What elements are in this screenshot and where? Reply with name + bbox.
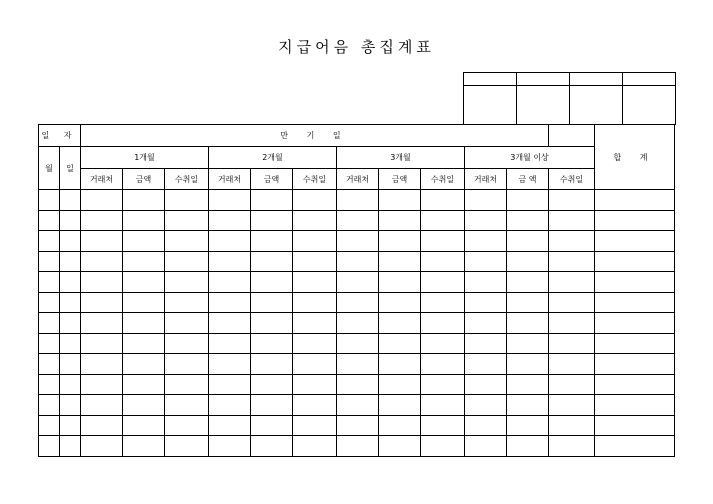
- table-cell: [81, 333, 123, 354]
- table-cell: [123, 313, 165, 334]
- table-cell: [465, 436, 507, 457]
- table-cell: [209, 272, 251, 293]
- table-cell: [81, 395, 123, 416]
- approval-box: [463, 72, 676, 125]
- table-cell: [293, 292, 337, 313]
- table-cell: [293, 251, 337, 272]
- approval-head-cell: [570, 73, 623, 86]
- received-date-column-header: 수취일: [165, 169, 209, 190]
- table-cell: [209, 395, 251, 416]
- table-cell: [465, 251, 507, 272]
- total-header: 합 계: [595, 125, 675, 190]
- period-header-1: 1개월: [81, 147, 209, 169]
- client-column-header: 거래처: [209, 169, 251, 190]
- amount-column-header: 금액: [379, 169, 421, 190]
- table-cell: [293, 374, 337, 395]
- table-cell: [251, 190, 293, 211]
- table-cell: [81, 251, 123, 272]
- table-cell: [379, 415, 421, 436]
- table-row: [39, 354, 675, 375]
- table-cell: [507, 436, 549, 457]
- table-cell: [293, 210, 337, 231]
- table-cell: [595, 354, 675, 375]
- document-title: 지급어음 총집계표: [278, 38, 435, 56]
- table-cell: [379, 436, 421, 457]
- table-cell: [165, 354, 209, 375]
- table-cell: [549, 272, 595, 293]
- table-cell: [209, 292, 251, 313]
- period-header-2: 2개월: [209, 147, 337, 169]
- table-cell: [421, 190, 465, 211]
- table-cell: [421, 395, 465, 416]
- table-cell: [165, 395, 209, 416]
- amount-column-header: 금 액: [507, 169, 549, 190]
- table-cell: [337, 354, 379, 375]
- table-cell: [123, 190, 165, 211]
- table-cell: [507, 395, 549, 416]
- table-cell: [293, 436, 337, 457]
- table-cell: [507, 415, 549, 436]
- table-cell: [595, 415, 675, 436]
- table-cell: [60, 272, 81, 293]
- table-cell: [595, 374, 675, 395]
- received-date-column-header: 수취일: [549, 169, 595, 190]
- table-cell: [465, 313, 507, 334]
- table-cell: [251, 210, 293, 231]
- table-cell: [595, 251, 675, 272]
- table-cell: [165, 190, 209, 211]
- notes-payable-ledger: [38, 124, 675, 457]
- table-cell: [81, 313, 123, 334]
- table-cell: [39, 272, 60, 293]
- table-cell: [465, 354, 507, 375]
- table-cell: [595, 395, 675, 416]
- table-cell: [209, 210, 251, 231]
- client-column-header: 거래처: [81, 169, 123, 190]
- table-cell: [337, 374, 379, 395]
- table-cell: [60, 415, 81, 436]
- table-cell: [60, 313, 81, 334]
- table-cell: [81, 231, 123, 252]
- table-cell: [165, 415, 209, 436]
- amount-column-header: 금액: [123, 169, 165, 190]
- table-cell: [293, 354, 337, 375]
- table-cell: [421, 415, 465, 436]
- table-cell: [337, 210, 379, 231]
- table-cell: [60, 436, 81, 457]
- table-cell: [549, 436, 595, 457]
- table-cell: [465, 374, 507, 395]
- table-row: [39, 313, 675, 334]
- table-cell: [293, 190, 337, 211]
- table-cell: [337, 251, 379, 272]
- table-cell: [81, 272, 123, 293]
- table-cell: [379, 313, 421, 334]
- table-row: [39, 436, 675, 457]
- table-cell: [123, 231, 165, 252]
- table-cell: [81, 210, 123, 231]
- approval-sign-cell: [570, 86, 623, 125]
- table-cell: [379, 272, 421, 293]
- table-cell: [549, 190, 595, 211]
- table-cell: [209, 333, 251, 354]
- table-cell: [209, 190, 251, 211]
- table-cell: [421, 333, 465, 354]
- table-cell: [165, 292, 209, 313]
- table-cell: [595, 313, 675, 334]
- table-cell: [165, 333, 209, 354]
- table-cell: [421, 210, 465, 231]
- table-cell: [165, 251, 209, 272]
- table-cell: [165, 231, 209, 252]
- table-row: [39, 374, 675, 395]
- table-cell: [595, 272, 675, 293]
- table-cell: [123, 251, 165, 272]
- day-header: 일: [60, 147, 81, 190]
- table-cell: [337, 272, 379, 293]
- table-cell: [123, 292, 165, 313]
- table-cell: [421, 436, 465, 457]
- table-cell: [209, 313, 251, 334]
- table-cell: [549, 231, 595, 252]
- table-cell: [39, 292, 60, 313]
- table-cell: [421, 272, 465, 293]
- table-cell: [379, 354, 421, 375]
- table-cell: [379, 251, 421, 272]
- blank-header-cell: [549, 125, 595, 147]
- table-row: [39, 190, 675, 211]
- table-cell: [60, 333, 81, 354]
- table-row: [39, 231, 675, 252]
- table-cell: [337, 395, 379, 416]
- table-cell: [465, 210, 507, 231]
- table-cell: [251, 415, 293, 436]
- table-cell: [251, 292, 293, 313]
- approval-sign-cell: [517, 86, 570, 125]
- table-cell: [507, 190, 549, 211]
- client-column-header: 거래처: [337, 169, 379, 190]
- table-cell: [123, 415, 165, 436]
- table-cell: [549, 292, 595, 313]
- table-cell: [60, 395, 81, 416]
- table-cell: [293, 333, 337, 354]
- table-cell: [251, 313, 293, 334]
- table-cell: [209, 374, 251, 395]
- table-cell: [465, 395, 507, 416]
- table-cell: [39, 333, 60, 354]
- received-date-column-header: 수취일: [421, 169, 465, 190]
- amount-column-header: 금액: [251, 169, 293, 190]
- table-cell: [507, 272, 549, 293]
- table-cell: [60, 374, 81, 395]
- table-cell: [549, 251, 595, 272]
- table-cell: [379, 231, 421, 252]
- table-cell: [165, 210, 209, 231]
- table-cell: [251, 333, 293, 354]
- table-cell: [251, 395, 293, 416]
- table-cell: [60, 231, 81, 252]
- table-cell: [421, 313, 465, 334]
- table-cell: [421, 354, 465, 375]
- table-row: [39, 333, 675, 354]
- table-cell: [60, 210, 81, 231]
- table-cell: [60, 292, 81, 313]
- table-cell: [81, 436, 123, 457]
- table-cell: [549, 415, 595, 436]
- table-cell: [421, 292, 465, 313]
- table-cell: [39, 190, 60, 211]
- table-cell: [39, 231, 60, 252]
- table-cell: [549, 354, 595, 375]
- table-row: [39, 292, 675, 313]
- table-cell: [507, 231, 549, 252]
- month-header: 월: [39, 147, 60, 190]
- table-cell: [379, 190, 421, 211]
- table-cell: [165, 313, 209, 334]
- table-cell: [465, 231, 507, 252]
- table-cell: [293, 313, 337, 334]
- table-row: [39, 251, 675, 272]
- table-cell: [379, 292, 421, 313]
- table-cell: [507, 210, 549, 231]
- table-cell: [293, 231, 337, 252]
- approval-sign-cell: [464, 86, 517, 125]
- period-header-3: 3개월: [337, 147, 465, 169]
- date-header: 일 자: [39, 125, 81, 147]
- table-cell: [421, 231, 465, 252]
- approval-head-cell: [464, 73, 517, 86]
- table-cell: [123, 210, 165, 231]
- table-cell: [123, 272, 165, 293]
- table-cell: [595, 333, 675, 354]
- table-cell: [465, 415, 507, 436]
- table-cell: [507, 333, 549, 354]
- table-cell: [209, 231, 251, 252]
- ledger-body: [39, 190, 675, 457]
- table-cell: [123, 374, 165, 395]
- table-cell: [379, 395, 421, 416]
- table-cell: [595, 210, 675, 231]
- table-cell: [337, 436, 379, 457]
- client-column-header: 거래처: [465, 169, 507, 190]
- table-cell: [81, 415, 123, 436]
- table-cell: [39, 436, 60, 457]
- table-cell: [209, 436, 251, 457]
- table-cell: [595, 436, 675, 457]
- table-cell: [595, 190, 675, 211]
- period-header-4: 3개월 이상: [465, 147, 595, 169]
- table-cell: [81, 190, 123, 211]
- table-cell: [507, 354, 549, 375]
- table-cell: [379, 374, 421, 395]
- table-cell: [251, 231, 293, 252]
- table-cell: [81, 374, 123, 395]
- table-cell: [165, 272, 209, 293]
- table-cell: [123, 333, 165, 354]
- table-row: [39, 210, 675, 231]
- table-cell: [379, 333, 421, 354]
- approval-head-cell: [517, 73, 570, 86]
- table-cell: [209, 251, 251, 272]
- due-date-header: 만 기 일: [81, 125, 549, 147]
- table-cell: [507, 374, 549, 395]
- table-row: [39, 272, 675, 293]
- table-cell: [165, 436, 209, 457]
- table-cell: [209, 354, 251, 375]
- table-cell: [60, 251, 81, 272]
- table-cell: [465, 272, 507, 293]
- table-cell: [251, 374, 293, 395]
- table-cell: [123, 354, 165, 375]
- table-cell: [549, 333, 595, 354]
- table-cell: [251, 354, 293, 375]
- table-cell: [39, 313, 60, 334]
- table-cell: [165, 374, 209, 395]
- table-cell: [337, 313, 379, 334]
- table-cell: [549, 395, 595, 416]
- table-cell: [293, 415, 337, 436]
- approval-sign-cell: [623, 86, 676, 125]
- table-cell: [507, 313, 549, 334]
- table-cell: [39, 415, 60, 436]
- table-cell: [337, 190, 379, 211]
- table-row: [39, 415, 675, 436]
- table-cell: [39, 251, 60, 272]
- table-cell: [465, 190, 507, 211]
- table-cell: [293, 395, 337, 416]
- table-cell: [421, 374, 465, 395]
- table-cell: [507, 251, 549, 272]
- table-cell: [251, 436, 293, 457]
- table-cell: [465, 333, 507, 354]
- table-cell: [123, 395, 165, 416]
- received-date-column-header: 수취일: [293, 169, 337, 190]
- approval-head-cell: [623, 73, 676, 86]
- table-cell: [39, 374, 60, 395]
- table-cell: [549, 313, 595, 334]
- table-cell: [39, 210, 60, 231]
- table-cell: [251, 272, 293, 293]
- table-cell: [421, 251, 465, 272]
- table-cell: [549, 374, 595, 395]
- table-cell: [337, 231, 379, 252]
- table-cell: [293, 272, 337, 293]
- table-cell: [595, 292, 675, 313]
- table-cell: [60, 190, 81, 211]
- table-cell: [251, 251, 293, 272]
- table-cell: [39, 354, 60, 375]
- table-cell: [379, 210, 421, 231]
- table-cell: [81, 354, 123, 375]
- table-cell: [549, 210, 595, 231]
- table-cell: [337, 292, 379, 313]
- table-cell: [595, 231, 675, 252]
- table-cell: [507, 292, 549, 313]
- table-row: [39, 395, 675, 416]
- table-cell: [60, 354, 81, 375]
- table-cell: [123, 436, 165, 457]
- table-cell: [209, 415, 251, 436]
- table-cell: [81, 292, 123, 313]
- table-cell: [465, 292, 507, 313]
- table-cell: [337, 415, 379, 436]
- table-cell: [39, 395, 60, 416]
- table-cell: [337, 333, 379, 354]
